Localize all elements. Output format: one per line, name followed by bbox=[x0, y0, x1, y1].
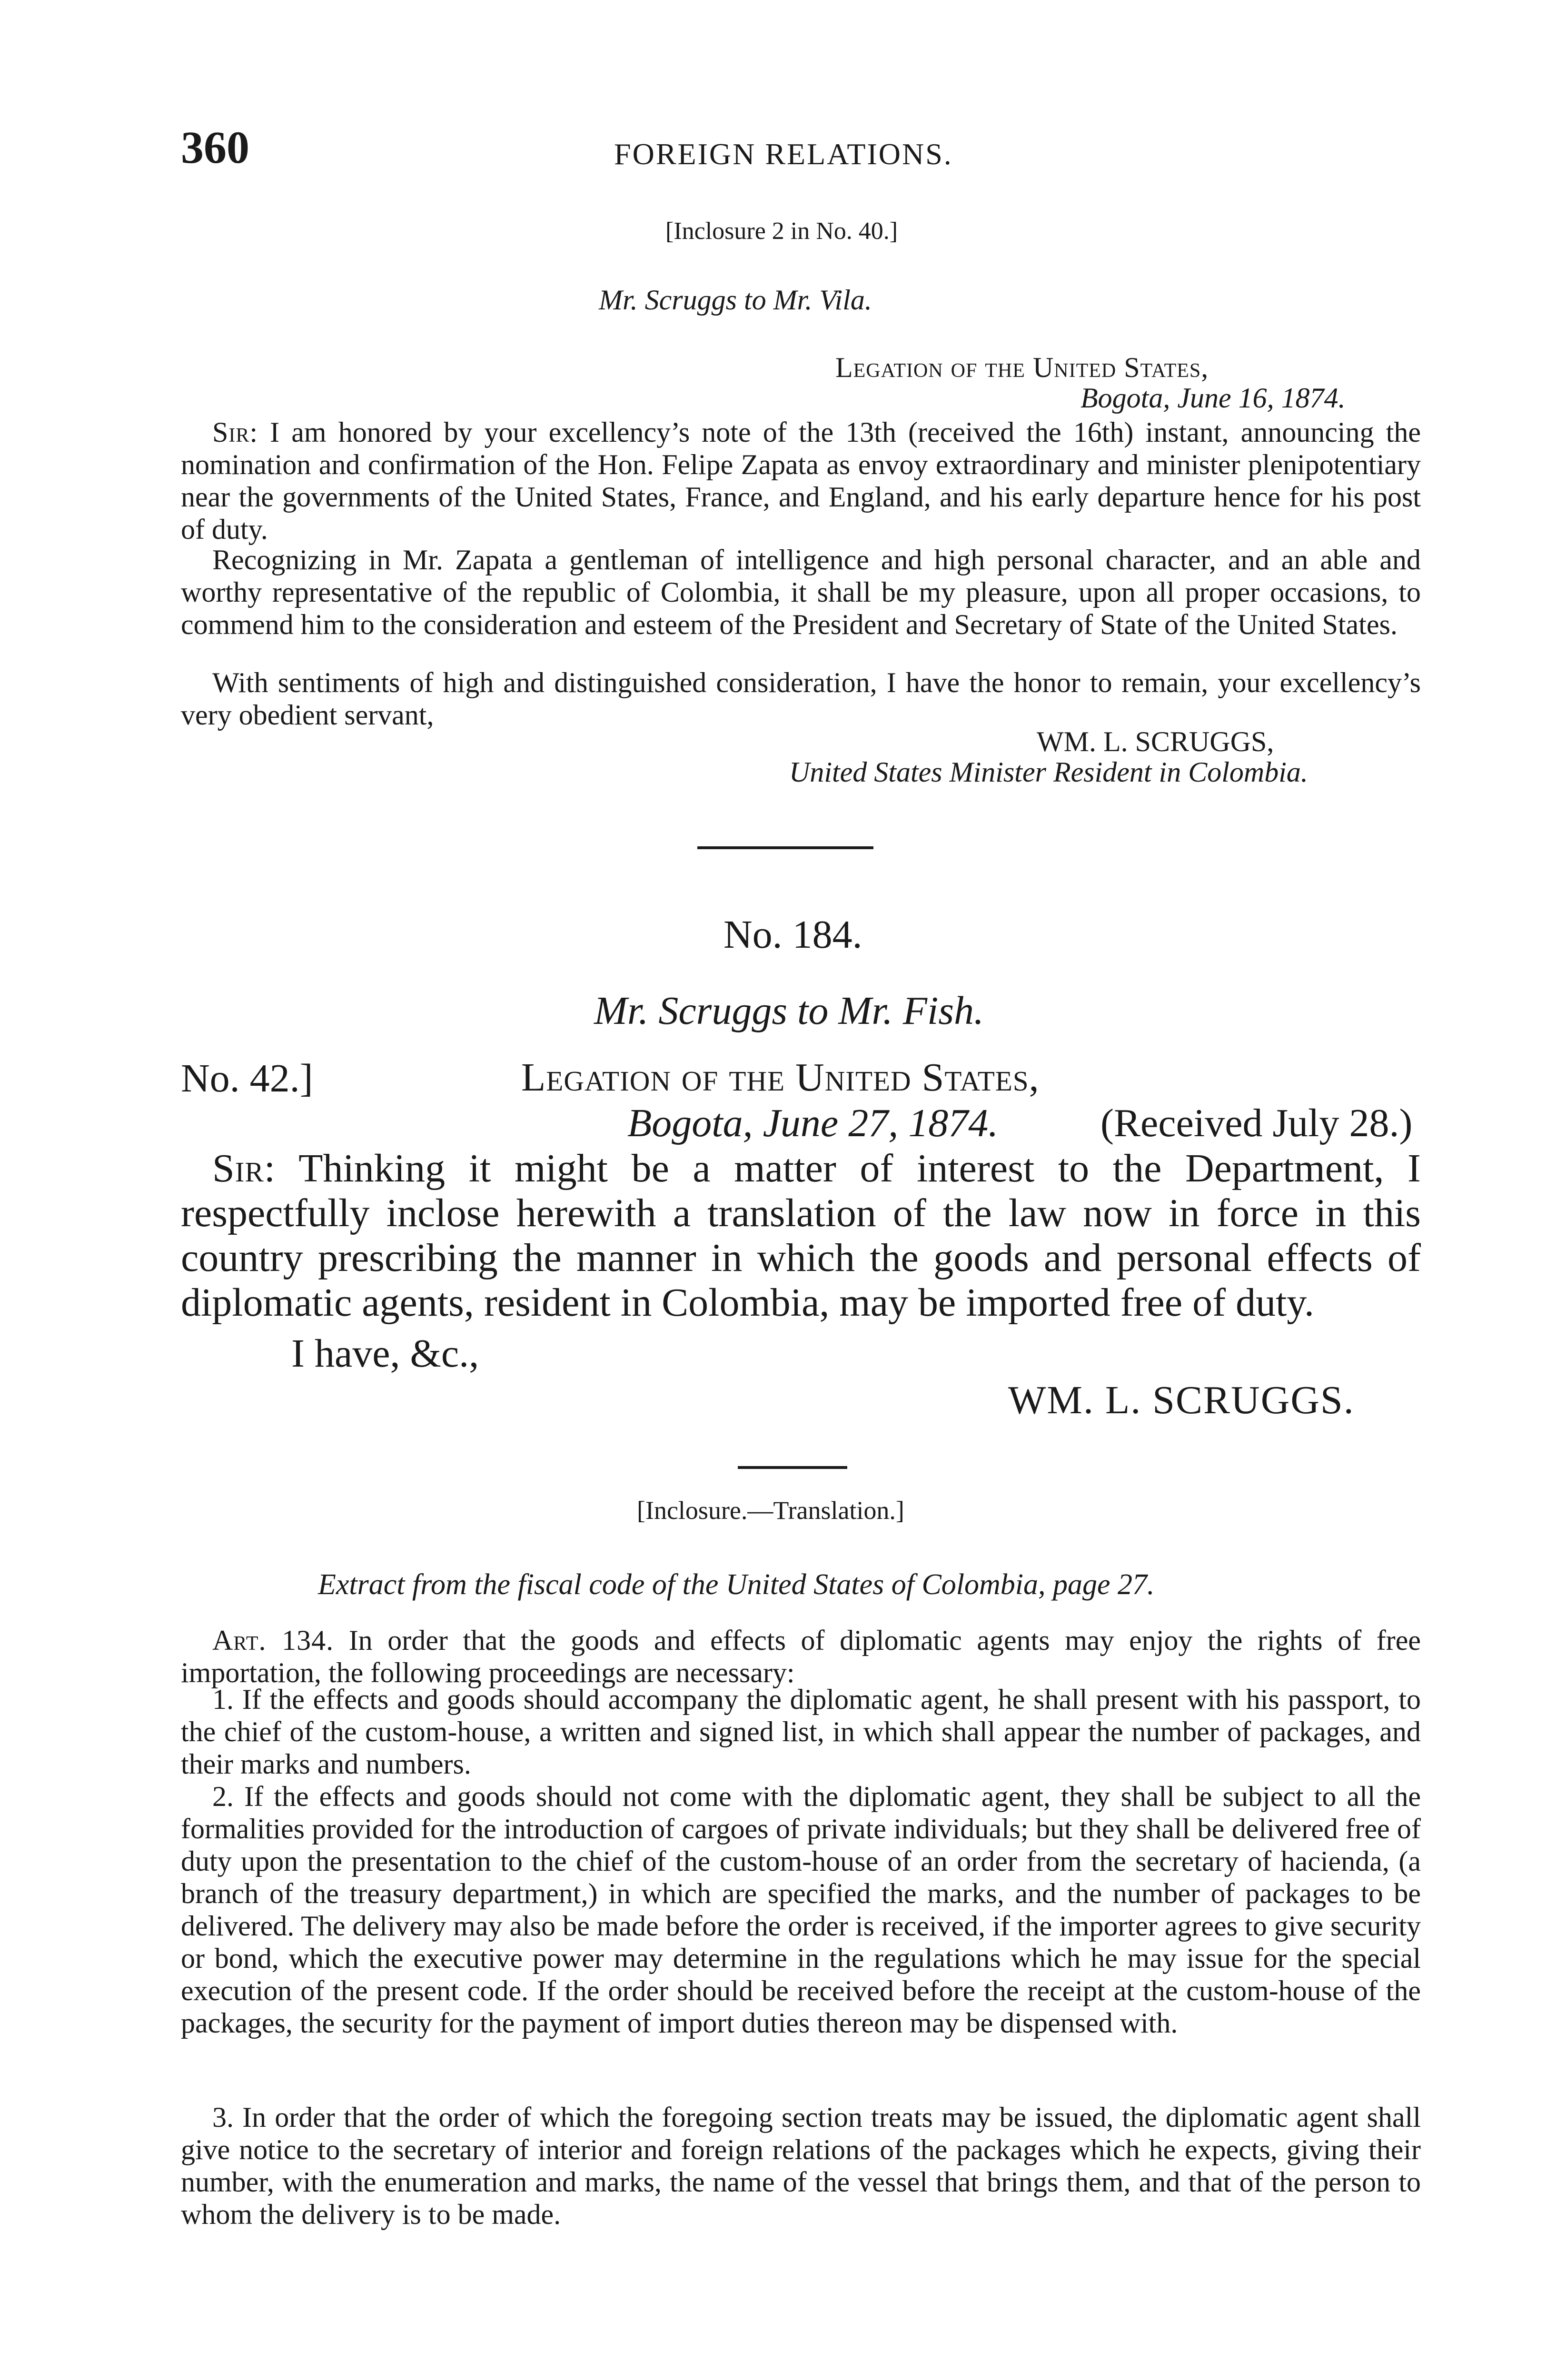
article-intro-text: In order that the goods and effects of diplomatic agents may enjoy the rights of free importation, the following proceedings are necessary: bbox=[181, 1625, 1421, 1688]
inclosure-translation-label: [Inclosure.—Translation.] bbox=[637, 1496, 904, 1525]
document-number: No. 184. bbox=[723, 912, 862, 957]
article-label: Art. 134. bbox=[212, 1625, 334, 1656]
letter-paragraph-2: Recognizing in Mr. Zapata a gentleman of intelligence and high personal character, and an able and worthy representative of the republic of Colombia, it shall be my pleasure, upon all proper occasions, to commend him to the consideration and esteem of the President and Secretary of State of the United States. bbox=[181, 544, 1421, 640]
salutation-2: Sir: bbox=[212, 1146, 276, 1190]
letter-title: Mr. Scruggs to Mr. Vila. bbox=[599, 284, 872, 316]
letter-paragraph-1 bbox=[181, 416, 1421, 545]
article-intro bbox=[181, 1624, 1421, 1689]
letter-paragraph-3: With sentiments of high and distinguished consideration, I have the honor to remain, your excellency’s very obedient servant, bbox=[181, 667, 1421, 731]
paragraph-text: I am honored by your excellency’s note of the 13th (received the 16th) instant, announcing the nomination and confirmation of the Hon. Felipe Zapata as envoy extraordinary and minister plenipotentiary near the governments of the United States, France, and England, and his early departure hence for his post of duty. bbox=[181, 416, 1421, 545]
legation-heading-2: Legation of the United States, bbox=[521, 1055, 1040, 1100]
dispatch-body-text: Thinking it might be a matter of interest to the Department, I respectfully inclose herewith a translation of the law now in force in this country prescribing the manner in which the goods and personal effects of diplomatic agents, resident in Colombia, may be imported free of duty. bbox=[181, 1146, 1421, 1325]
salutation: Sir: bbox=[212, 416, 258, 448]
place-date-2: Bogota, June 27, 1874. bbox=[627, 1101, 999, 1145]
section-divider-2 bbox=[738, 1466, 847, 1469]
article-item-3: 3. In order that the order of which the foregoing section treats may be issued, the diplomatic agent shall give notice to the secretary of interior and foreign relations of the packages which he expects, giving their number, with the enumeration and marks, the name of the vessel that brings them, and that of the person to whom the delivery is to be made. bbox=[181, 2102, 1421, 2230]
extract-title: Extract from the fiscal code of the United States of Colombia, page 27. bbox=[318, 1568, 1155, 1601]
received-date: (Received July 28.) bbox=[1100, 1101, 1413, 1145]
inclosure-label: [Inclosure 2 in No. 40.] bbox=[665, 218, 898, 245]
document-title: Mr. Scruggs to Mr. Fish. bbox=[594, 989, 984, 1033]
article-item-1: 1. If the effects and goods should accompany the diplomatic agent, he shall present with his passport, to the chief of the custom-house, a written and signed list, in which shall appear the number of packages, and their marks and numbers. bbox=[181, 1684, 1421, 1780]
signature-title: United States Minister Resident in Colombia. bbox=[789, 756, 1308, 788]
section-divider bbox=[697, 846, 873, 849]
page-number: 360 bbox=[181, 122, 249, 173]
legation-heading: Legation of the United States, bbox=[835, 352, 1209, 383]
place-date: Bogota, June 16, 1874. bbox=[1080, 382, 1346, 414]
running-title: FOREIGN RELATIONS. bbox=[614, 137, 953, 171]
dispatch-body bbox=[181, 1146, 1421, 1325]
dispatch-number: No. 42.] bbox=[181, 1056, 313, 1101]
closing: I have, &c., bbox=[291, 1331, 479, 1376]
signature: WM. L. SCRUGGS, bbox=[1037, 726, 1274, 757]
signature-2: WM. L. SCRUGGS. bbox=[1008, 1378, 1355, 1422]
article-item-2: 2. If the effects and goods should not come with the diplomatic agent, they shall be subject to all the formalities provided for the introduction of cargoes of private individuals; but they shall be delivered free of duty upon the presentation to the chief of the custom-house of an order from the secretary of hacienda, (a branch of the treasury department,) in which are specified the marks, and the number of packages to be delivered. The delivery may also be made before the order is received, if the importer agrees to give security or bond, which the executive power may determine in the regulations which he may issue for the special execution of the present code. If the order should be received before the receipt at the custom-house of the packages, the security for the payment of import duties thereon may be dispensed with. bbox=[181, 1781, 1421, 2039]
